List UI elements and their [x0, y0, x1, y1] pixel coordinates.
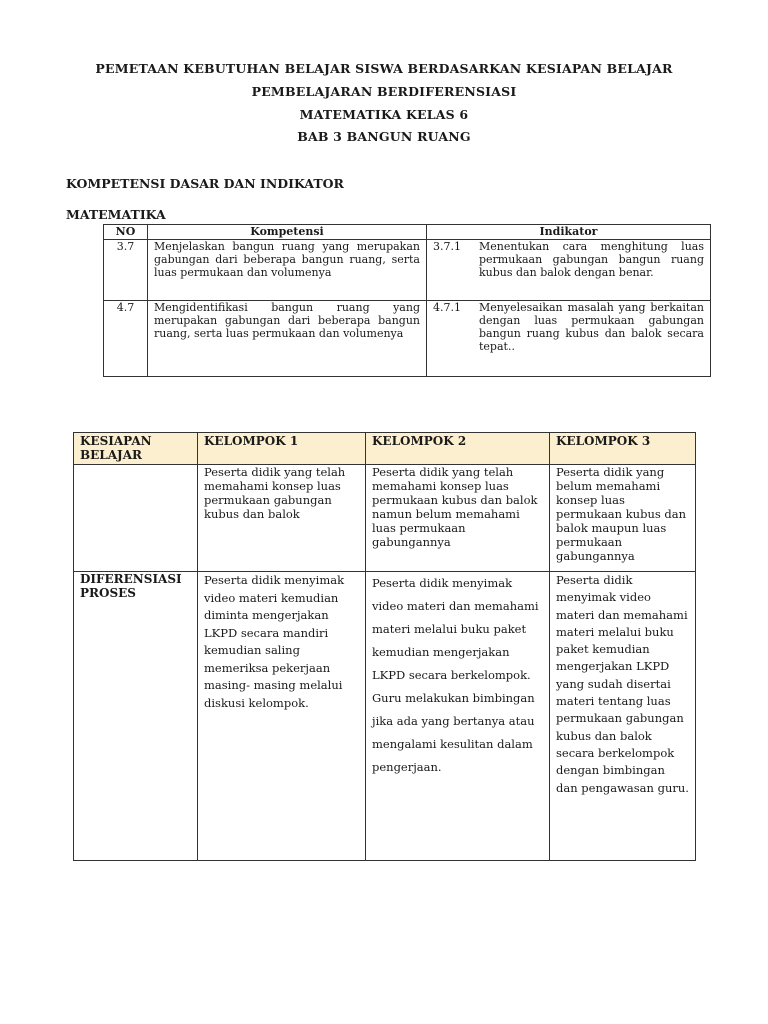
table-row	[104, 301, 711, 377]
document-title: PEMETAAN KEBUTUHAN BELAJAR SISWA BERDASARKAN KESIAPAN BELAJAR	[95, 61, 673, 76]
readiness-table	[73, 432, 696, 861]
chapter-title: BAB 3 BANGUN RUANG	[297, 129, 471, 144]
row-label	[74, 465, 198, 572]
table-header-row	[104, 225, 711, 240]
kompetensi-cell: Menjelaskan bangun ruang yang merupakan gabungan dari beberapa bangun ruang, serta luas permukaan dan volumenya	[148, 240, 427, 301]
column-header-kelompok-3: KELOMPOK 3	[550, 433, 696, 465]
column-header-kelompok-1: KELOMPOK 1	[198, 433, 366, 465]
kelompok-1-cell: Peserta didik yang telah memahami konsep luas permukaan gabungan kubus dan balok	[198, 465, 366, 572]
table-header-row	[74, 433, 696, 465]
indikator-text: Menyelesaikan masalah yang berkaitan dengan luas permukaan gabungan bangun ruang kubus dan balok secara tepat..	[479, 301, 704, 353]
column-header-kompetensi: Kompetensi	[148, 225, 427, 240]
kelompok-3-cell: Peserta didik menyimak video materi dan memahami materi melalui buku paket kemudian mengerjakan LKPD yang sudah disertai materi tentang luas permukaan gabungan kubus dan balok secara berkelompok dengan bimbingan dan pengawasan guru.	[550, 572, 696, 861]
indikator-cell	[427, 301, 711, 377]
kelompok-3-cell: Peserta didik yang belum memahami konsep luas permukaan kubus dan balok maupun luas permukaan gabungannya	[550, 465, 696, 572]
kelompok-2-cell: Peserta didik menyimak video materi dan memahami materi melalui buku paket kemudian mengerjakan LKPD secara berkelompok. Guru melakukan bimbingan jika ada yang bertanya atau mengalami kesulitan dalam pengerjaan.	[366, 572, 550, 861]
subject-class-title: MATEMATIKA KELAS 6	[299, 107, 469, 122]
column-header-indikator: Indikator	[427, 225, 711, 240]
table-row-proses	[74, 572, 696, 861]
column-header-no: NO	[104, 225, 148, 240]
competency-table	[103, 224, 711, 377]
row-number: 3.7	[104, 240, 148, 301]
indikator-text: Menentukan cara menghitung luas permukaan gabungan bangun ruang kubus dan balok dengan benar.	[479, 240, 704, 279]
indikator-number: 4.7.1	[433, 301, 461, 314]
column-header-kelompok-2: KELOMPOK 2	[366, 433, 550, 465]
subject-heading: MATEMATIKA	[66, 207, 166, 222]
section-heading: KOMPETENSI DASAR DAN INDIKATOR	[66, 176, 344, 191]
table-row	[104, 240, 711, 301]
document-subtitle: PEMBELAJARAN BERDIFERENSIASI	[251, 84, 517, 99]
kompetensi-cell: Mengidentifikasi bangun ruang yang merupakan gabungan dari beberapa bangun ruang, serta luas permukaan dan volumenya	[148, 301, 427, 377]
indikator-cell	[427, 240, 711, 301]
kelompok-1-cell: Peserta didik menyimak video materi kemudian diminta mengerjakan LKPD secara mandiri kemudian saling memeriksa pekerjaan masing- masing melalui diskusi kelompok.	[198, 572, 366, 861]
table-row-kesiapan	[74, 465, 696, 572]
column-header-kesiapan: KESIAPAN BELAJAR	[74, 433, 198, 465]
kelompok-2-cell: Peserta didik yang telah memahami konsep luas permukaan kubus dan balok namun belum memahami luas permukaan gabungannya	[366, 465, 550, 572]
row-label: DIFERENSIASI PROSES	[74, 572, 198, 861]
row-number: 4.7	[104, 301, 148, 377]
indikator-number: 3.7.1	[433, 240, 461, 253]
